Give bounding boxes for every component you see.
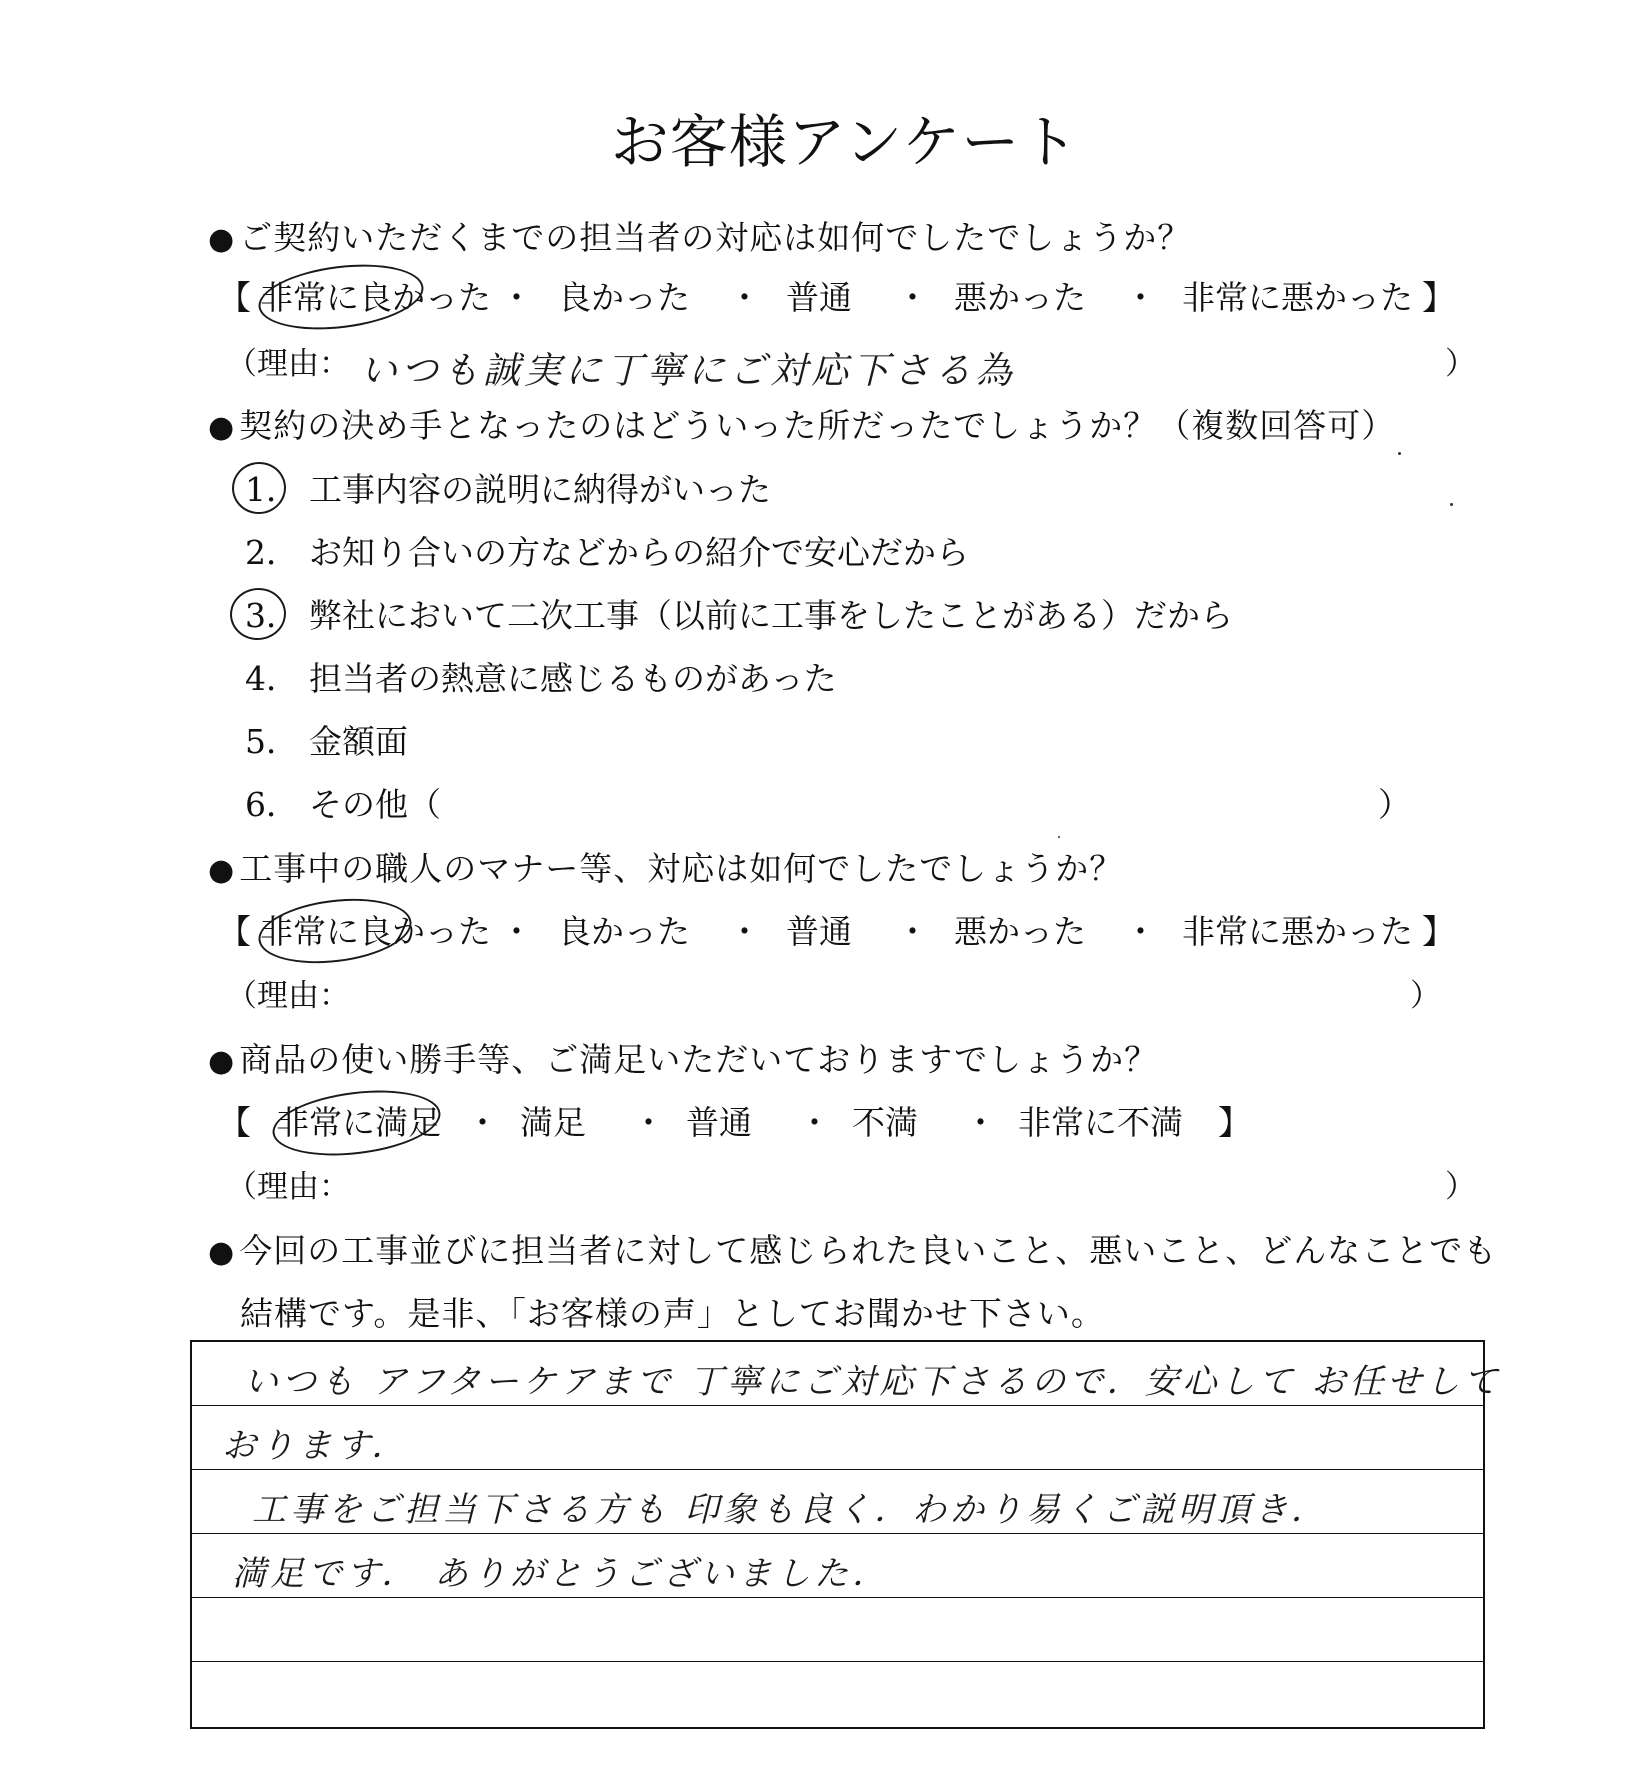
q4-reason-label: （理由： — [226, 1169, 350, 1205]
q2-item-text: 弊社において二次工事（以前に工事をしたことがある）だから — [309, 596, 1233, 635]
question-5 — [208, 1225, 1497, 1272]
q3-option-bad[interactable]: 悪かった — [954, 912, 1086, 951]
separator: ・ — [1124, 278, 1157, 317]
q4-option-normal[interactable]: 普通 — [686, 1103, 752, 1142]
q1-option-very-bad[interactable]: 非常に悪かった — [1182, 278, 1413, 317]
q2-item-text: その他（ — [309, 785, 441, 824]
q3-reason-close: ） — [1410, 978, 1441, 1014]
question-1-text: ご契約いただくまでの担当者の対応は如何でしたでしょうか？ — [239, 218, 1192, 257]
q2-item-3[interactable] — [245, 590, 1233, 637]
bracket-close: 】 — [1218, 1103, 1251, 1142]
question-5-line-2: 結構です。是非、「お客様の声」としてお聞かせ下さい。 — [240, 1294, 1105, 1333]
ruled-line — [192, 1405, 1483, 1406]
q2-item-number: 6． — [245, 785, 299, 824]
separator: ・ — [500, 278, 533, 317]
bullet-icon: ● — [208, 410, 236, 445]
bracket-open: 【 — [218, 278, 251, 317]
q3-option-very-good[interactable]: 非常に良かった — [260, 912, 491, 951]
scan-speck — [1058, 836, 1060, 838]
survey-title: お客様アンケート — [610, 108, 1080, 176]
q4-option-very-dissatisfied[interactable]: 非常に不満 — [1018, 1103, 1183, 1142]
separator: ・ — [1124, 912, 1157, 951]
ruled-line — [192, 1533, 1483, 1534]
q2-item-number: 2． — [245, 533, 299, 572]
q3-reason-label: （理由： — [226, 978, 350, 1014]
q2-item-2[interactable] — [245, 527, 969, 574]
q2-item-text: お知り合いの方などからの紹介で安心だから — [309, 533, 969, 572]
question-3-text: 工事中の職人のマナー等、対応は如何でしたでしょうか？ — [239, 849, 1124, 888]
q4-option-satisfied[interactable]: 満足 — [520, 1103, 586, 1142]
q1-selection-circle — [255, 256, 427, 338]
ruled-line — [192, 1469, 1483, 1470]
bullet-icon: ● — [208, 1044, 236, 1079]
q1-option-bad[interactable]: 悪かった — [954, 278, 1086, 317]
q1-option-very-good[interactable]: 非常に良かった — [260, 278, 491, 317]
answer-line-3: 工事をご担当下さる方も 印象も良く．わかり易くご説明頂き． — [252, 1490, 1329, 1530]
q2-item-text: 工事内容の説明に納得がいった — [309, 470, 771, 509]
q1-reason-close: ） — [1445, 346, 1476, 382]
q4-option-dissatisfied[interactable]: 不満 — [852, 1103, 918, 1142]
scan-speck — [1398, 452, 1401, 455]
bracket-close: 】 — [1422, 912, 1455, 951]
question-4 — [208, 1034, 1158, 1081]
separator: ・ — [500, 912, 533, 951]
answer-line-4: 満足です． ありがとうございました． — [232, 1554, 891, 1594]
separator: ・ — [466, 1103, 499, 1142]
q3-selection-circle — [255, 891, 415, 971]
ruled-line — [192, 1661, 1483, 1662]
separator: ・ — [964, 1103, 997, 1142]
separator: ・ — [632, 1103, 665, 1142]
answer-line-2: おります． — [222, 1426, 410, 1466]
question-4-text: 商品の使い勝手等、ご満足いただいておりますでしょうか？ — [239, 1040, 1159, 1079]
q2-item-number: 5． — [245, 722, 299, 761]
separator: ・ — [728, 278, 761, 317]
q3-option-normal[interactable]: 普通 — [786, 912, 852, 951]
q2-item-text: 金額面 — [309, 722, 408, 761]
q2-item-number: 4． — [245, 659, 299, 698]
q2-item-number: 3． — [245, 596, 299, 635]
bracket-open: 【 — [218, 912, 251, 951]
separator: ・ — [896, 912, 929, 951]
question-3 — [208, 843, 1123, 890]
q2-item-text: 担当者の熱意に感じるものがあった — [309, 659, 837, 698]
q2-other-close: ） — [1378, 785, 1411, 824]
ruled-line — [192, 1597, 1483, 1598]
question-1 — [208, 212, 1191, 259]
separator: ・ — [798, 1103, 831, 1142]
bullet-icon: ● — [208, 1235, 236, 1270]
q4-option-very-satisfied[interactable]: 非常に満足 — [276, 1103, 441, 1142]
q2-item-5[interactable] — [245, 716, 408, 763]
q2-item-1[interactable] — [245, 464, 771, 511]
q1-option-normal[interactable]: 普通 — [786, 278, 852, 317]
bullet-icon: ● — [208, 853, 236, 888]
q2-item-6[interactable] — [245, 779, 441, 826]
q4-selection-circle — [269, 1082, 444, 1164]
question-2 — [208, 400, 1395, 447]
separator: ・ — [728, 912, 761, 951]
free-comment-box[interactable] — [190, 1340, 1502, 1729]
separator: ・ — [896, 278, 929, 317]
scan-speck — [1450, 503, 1453, 506]
q1-reason-answer[interactable]: いつも誠実に丁寧にご対応下さる為 — [360, 349, 1016, 392]
q1-reason-label: （理由： — [226, 346, 350, 382]
bracket-open: 【 — [218, 1103, 251, 1142]
bullet-icon: ● — [208, 222, 236, 257]
q2-item-number: 1． — [245, 470, 299, 509]
q3-option-good[interactable]: 良かった — [558, 912, 690, 951]
answer-line-1: いつも アフターケアまで 丁寧にご対応下さるので．安心して お任せして — [244, 1362, 1502, 1402]
q3-option-very-bad[interactable]: 非常に悪かった — [1182, 912, 1413, 951]
bracket-close: 】 — [1422, 278, 1455, 317]
q2-item-4[interactable] — [245, 653, 837, 700]
question-2-text: 契約の決め手となったのはどういった所だったでしょうか？（複数回答可） — [239, 406, 1396, 445]
q4-reason-close: ） — [1445, 1169, 1476, 1205]
q1-option-good[interactable]: 良かった — [558, 278, 690, 317]
question-5-line-1: 今回の工事並びに担当者に対して感じられた良いこと、悪いこと、どんなことでも — [239, 1231, 1498, 1270]
